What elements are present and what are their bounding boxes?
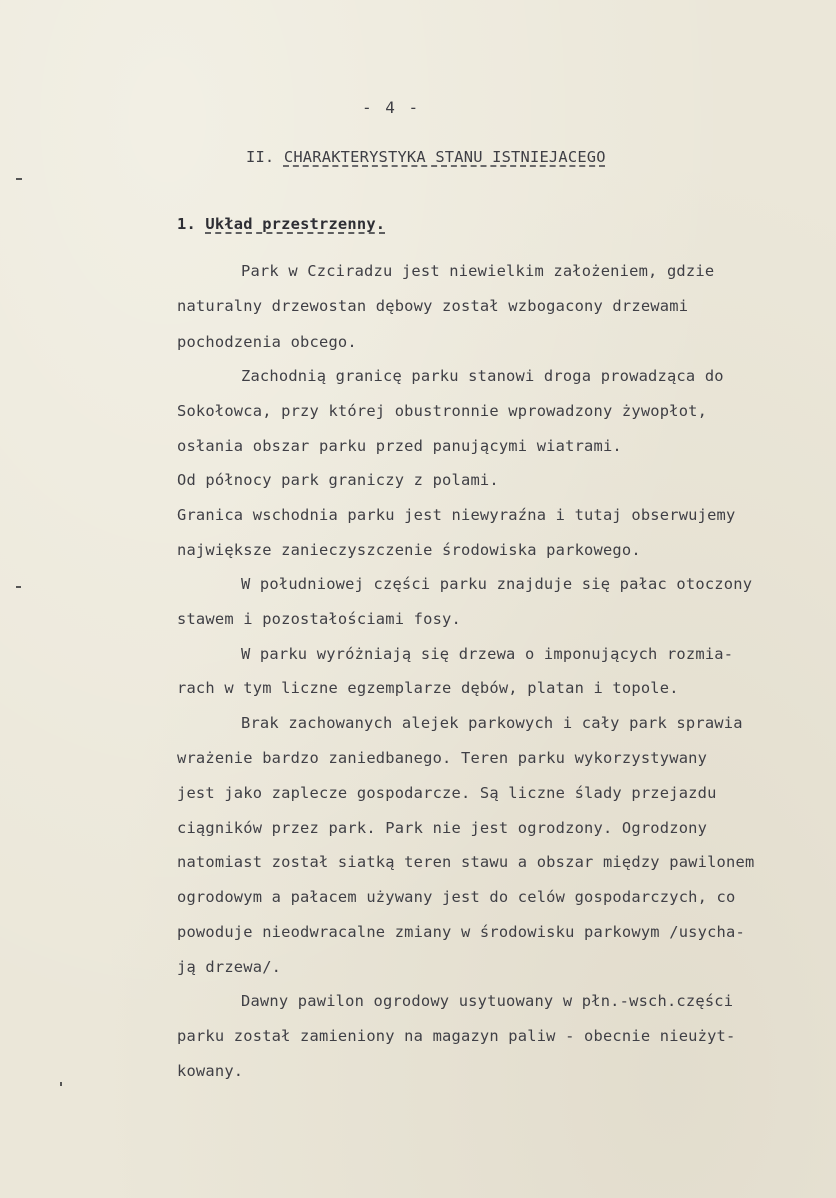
page-number: - 4 - [362,98,421,117]
body-line: Od północy park graniczy z polami. [177,471,499,489]
body-line: W południowej części parku znajduje się pałac otoczony [241,575,753,593]
body-line: Dawny pawilon ogrodowy usytuowany w płn.-wsch.części [241,992,734,1010]
body-line: ogrodowym a pałacem używany jest do celów gospodarczych, co [177,888,736,906]
margin-mark [16,178,22,180]
body-line: kowany. [177,1062,244,1080]
body-line: parku został zamieniony na magazyn paliw - obecnie nieużyt- [177,1027,736,1045]
body-line: największe zanieczyszczenie środowiska parkowego. [177,541,641,559]
body-line: naturalny drzewostan dębowy został wzbogacony drzewami [177,297,689,315]
body-line: Park w Czciradzu jest niewielkim założeniem, gdzie [241,262,715,280]
body-line: Zachodnią granicę parku stanowi droga prowadząca do [241,367,724,385]
section-title: Układ przestrzenny. [205,215,386,233]
margin-mark [60,1082,62,1086]
section-heading [177,214,385,234]
body-line: jest jako zaplecze gospodarcze. Są liczne ślady przejazdu [177,784,717,802]
body-line: ciągników przez park. Park nie jest ogrodzony. Ogrodzony [177,819,708,837]
body-line: Brak zachowanych alejek parkowych i cały park sprawia [241,714,743,732]
body-line: natomiast został siatką teren stawu a obszar między pawilonem [177,853,755,871]
section-number: 1. [177,215,196,233]
body-line: osłania obszar parku przed panującymi wiatrami. [177,437,622,455]
body-line: rach w tym liczne egzemplarze dębów, platan i topole. [177,679,679,697]
chapter-number: II. [246,148,275,166]
margin-mark [16,586,21,588]
body-line: pochodzenia obcego. [177,333,357,351]
body-line: Sokołowca, przy której obustronnie wprowadzony żywopłot, [177,402,708,420]
body-line: wrażenie bardzo zaniedbanego. Teren parku wykorzystywany [177,749,708,767]
body-line: Granica wschodnia parku jest niewyraźna i tutaj obserwujemy [177,506,736,524]
body-line: stawem i pozostałościami fosy. [177,610,461,628]
chapter-title: CHARAKTERYSTYKA STANU ISTNIEJACEGO [283,148,606,166]
body-line: W parku wyróżniają się drzewa o imponujących rozmia- [241,645,734,663]
body-line: powoduje nieodwracalne zmiany w środowisku parkowym /usycha- [177,923,745,941]
body-line: ją drzewa/. [177,958,282,976]
chapter-heading [246,147,606,167]
